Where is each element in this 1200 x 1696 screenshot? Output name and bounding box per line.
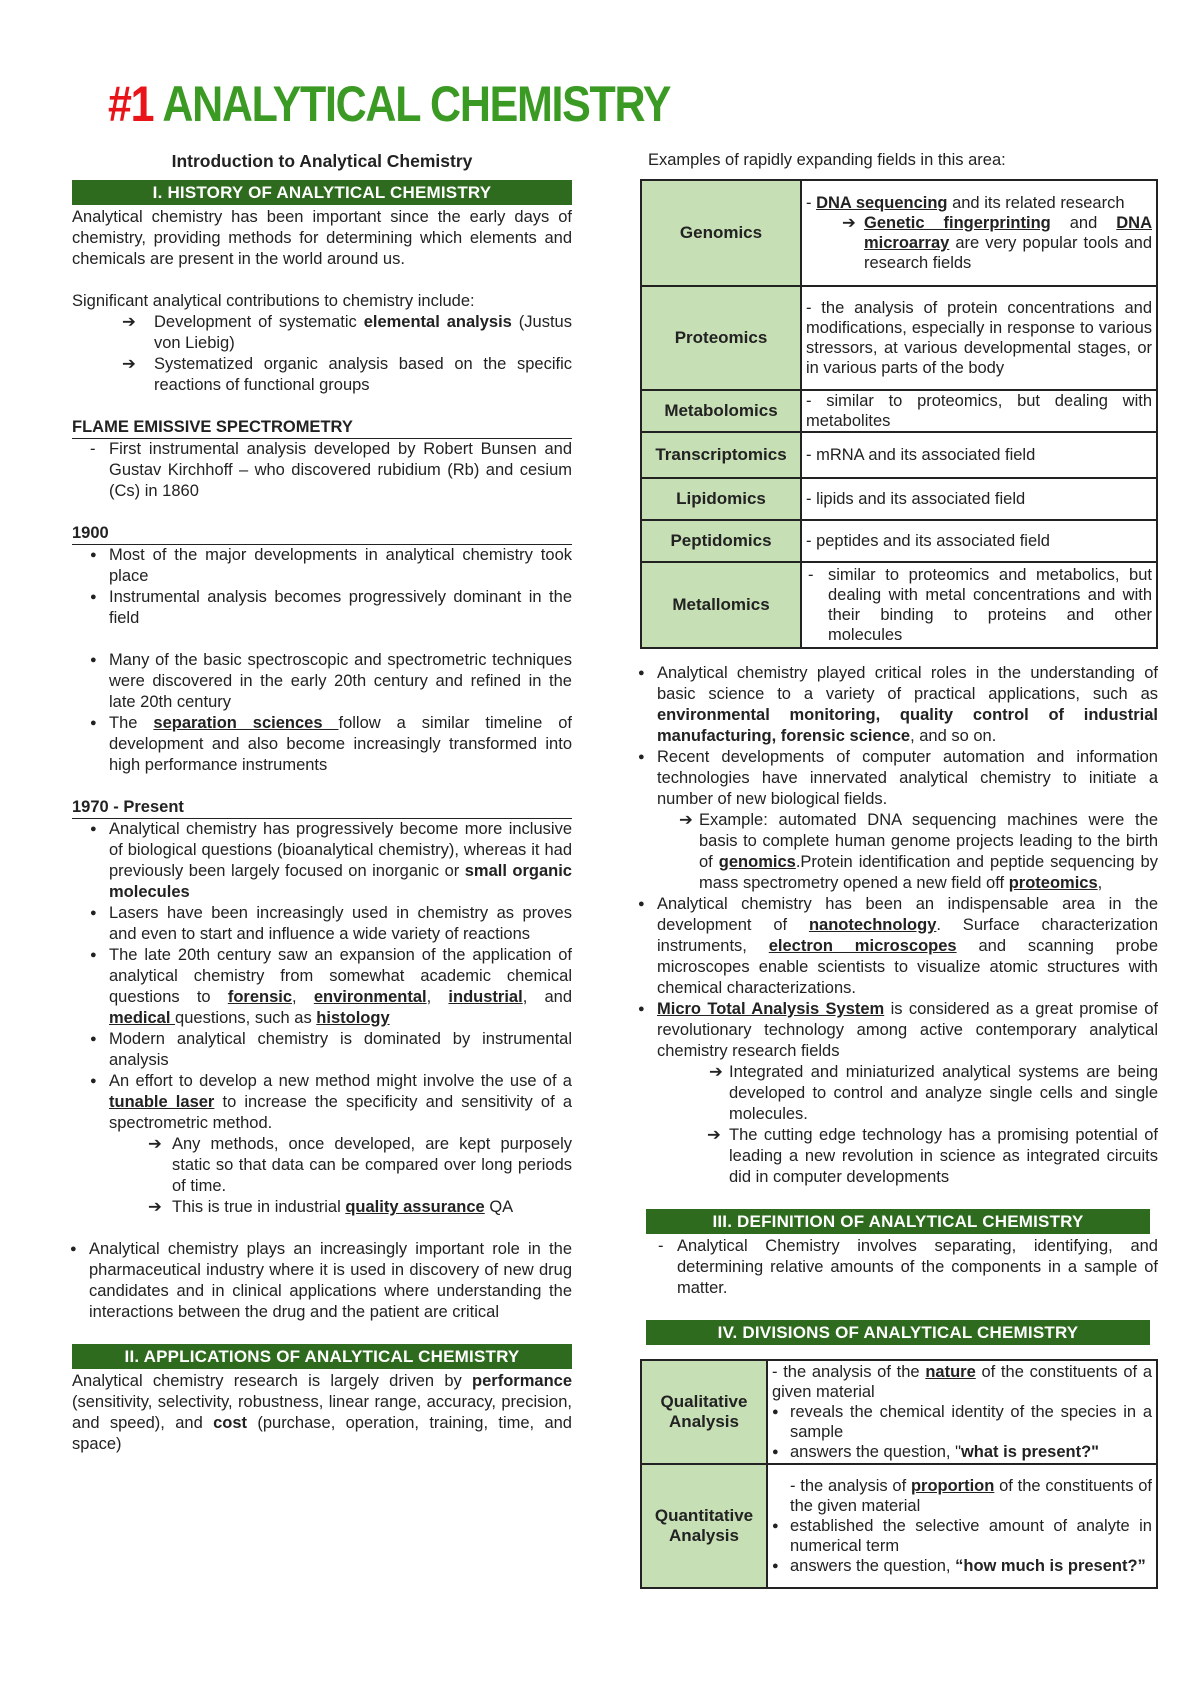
section-header-definition: III. DEFINITION OF ANALYTICAL CHEMISTRY [646,1209,1150,1234]
example-subitem: ➔ Example: automated DNA sequencing machines were the basis to complete human genome projects leading to the birth of genomics.Protein identification and peptide sequencing by mass spectrometry opened a new field off proteomics, [679,811,1158,892]
field-desc: - similar to proteomics and metabolics, but dealing with metal concentrations and with their binding to proteins and other molecules [801,562,1157,648]
left-column [72,150,572,1455]
table-row [641,180,1157,286]
table-row [641,432,1157,478]
field-name: Metabolomics [641,390,801,432]
field-desc: - peptides and its associated field [801,520,1157,562]
examples-intro: Examples of rapidly expanding fields in this area: [648,151,1006,169]
pharma-list [52,1239,572,1323]
list-item: ● The separation sciences follow a similar timeline of development and also become increasingly transformed into high performance instruments [72,713,572,776]
list-item: ● Most of the major developments in analytical chemistry took place [72,545,572,587]
list-1900b [72,650,572,776]
section-header-applications: II. APPLICATIONS OF ANALYTICAL CHEMISTRY [72,1344,572,1369]
mtas-subitem: ➔ Integrated and miniaturized analytical systems are being developed to control and analyze single cells and single molecules. [709,1063,1158,1123]
table-row [641,286,1157,390]
flame-list [72,439,572,502]
division-desc: - the analysis of proportion of the constituents of the given material ● established the selective amount of analyte in numerical term ● answers the question, “how much is present?” [767,1464,1157,1588]
field-name: Transcriptomics [641,432,801,478]
list-item: ➔ Systematized organic analysis based on the specific reactions of functional groups [72,354,572,396]
list-item: ● Lasers have been increasingly used in chemistry as proves and even to start and influence a wide variety of reactions [72,903,572,945]
list-item: ● Analytical chemistry plays an increasingly important role in the pharmaceutical industry where it is used in discovery of new drug candidates and in clinical applications where understanding the interactions between the drug and the patient are critical [52,1239,572,1323]
list-item: ● Instrumental analysis becomes progressively dominant in the field [72,587,572,629]
table-row [641,1360,1157,1464]
history-paragraph: Analytical chemistry has been important since the early days of chemistry, providing methods for determining which elements and chemicals are present in the world around us. [72,208,572,268]
list-item: ● Analytical chemistry played critical roles in the understanding of basic science to a variety of practical applications, such as environmental monitoring, quality control of industrial manufacturing, forensic science, and so on. [620,663,1158,747]
field-name: Metallomics [641,562,801,648]
heading-1970: 1970 - Present [72,797,572,819]
contributions-list [72,312,572,396]
list-item: ● Micro Total Analysis System is considered as a great promise of revolutionary technology among active contemporary analytical chemistry research fields ➔ Integrated and miniaturized analytical systems are being developed to control and analyze single cells and single molecules. ➔ The cutting edge technology has a promising potential of leading a new revolution in science as integrated circuits did in computer developments [620,999,1158,1188]
field-name: Lipidomics [641,478,801,520]
section-header-history: I. HISTORY OF ANALYTICAL CHEMISTRY [72,180,572,205]
intro-heading: Introduction to Analytical Chemistry [171,151,473,171]
divisions-table [640,1359,1158,1589]
table-row [641,1464,1157,1588]
page-title [108,76,670,132]
field-desc: - lipids and its associated field [801,478,1157,520]
division-desc: - the analysis of the nature of the constituents of a given material ● reveals the chemical identity of the species in a sample ● answers the question, "what is present?" [767,1360,1157,1464]
definition-list [640,1236,1158,1299]
field-desc: - mRNA and its associated field [801,432,1157,478]
right-column [640,150,1158,1589]
list-item: ● Analytical chemistry has progressively become more inclusive of biological questions (bioanalytical chemistry), whereas it had previously been largely focused on inorganic or small organic molecules [72,819,572,903]
list-item: ● An effort to develop a new method might involve the use of a tunable laser to increase the specificity and sensitivity of a spectrometric method. [72,1071,572,1134]
list-1970 [72,819,572,1134]
list-item: ➔ Development of systematic elemental analysis (Justus von Liebig) [72,312,572,354]
fields-table [640,179,1158,649]
field-desc: - the analysis of protein concentrations and modifications, especially in response to various stressors, at various developmental stages, or in various parts of the body [801,286,1157,390]
list-item: ● Analytical chemistry has been an indispensable area in the development of nanotechnology. Surface characterization instruments, electron microscopes and scanning probe microscopes enable scientists to visualize atomic structures with chemical characterizations. [620,894,1158,999]
mtas-subitem: ➔ The cutting edge technology has a promising potential of leading a new revolution in science as integrated circuits did in computer developments [707,1126,1158,1186]
table-row [641,390,1157,432]
applications-paragraph: Analytical chemistry research is largely driven by performance (sensitivity, selectivity, robustness, linear range, accuracy, precision, and speed), and cost (purchase, operation, training, time, and space) [72,1372,572,1453]
list-item: ● Many of the basic spectroscopic and spectrometric techniques were discovered in the early 20th century and refined in the late 20th century [72,650,572,713]
list-item: - Analytical Chemistry involves separating, identifying, and determining relative amounts of the components in a sample of matter. [640,1236,1158,1299]
list-item: - First instrumental analysis developed by Robert Bunsen and Gustav Kirchhoff – who discovered rubidium (Rb) and cesium (Cs) in 1860 [72,439,572,502]
table-row [641,562,1157,648]
list-item: ➔ This is true in industrial quality assurance QA [72,1197,572,1218]
flame-heading: FLAME EMISSIVE SPECTROMETRY [72,417,572,439]
section-header-divisions: IV. DIVISIONS OF ANALYTICAL CHEMISTRY [646,1320,1150,1345]
list-1900 [72,545,572,629]
title-text: ANALYTICAL CHEMISTRY [162,76,671,132]
list-item: ● The late 20th century saw an expansion of the application of analytical chemistry from somewhat academic chemical questions to forensic, environmental, industrial, and medical questions, such as histology [72,945,572,1029]
list-item: ➔ Any methods, once developed, are kept purposely static so that data can be compared over long periods of time. [72,1134,572,1197]
field-name: Proteomics [641,286,801,390]
title-number: #1 [108,76,154,132]
field-desc: - DNA sequencing and its related research ➔ Genetic fingerprinting and DNA microarray are very popular tools and research fields [801,180,1157,286]
list-item: ● Recent developments of computer automation and information technologies have innervated analytical chemistry to initiate a number of new biological fields. ➔ Example: automated DNA sequencing machines were the basis to complete human genome projects leading to the birth of genomics.Protein identification and peptide sequencing by mass spectrometry opened a new field off proteomics, [620,747,1158,894]
division-name: Qualitative Analysis [641,1360,767,1464]
list-1970-sub [72,1134,572,1218]
table-row [641,478,1157,520]
division-name: Quantitative Analysis [641,1464,767,1588]
heading-1900: 1900 [72,523,572,545]
contributions-intro: Significant analytical contributions to chemistry include: [72,292,475,310]
table-row [641,520,1157,562]
list-item: ● Modern analytical chemistry is dominated by instrumental analysis [72,1029,572,1071]
field-name: Peptidomics [641,520,801,562]
field-name: Genomics [641,180,801,286]
field-desc: - similar to proteomics, but dealing with metabolites [801,390,1157,432]
right-bullets [620,663,1158,1188]
